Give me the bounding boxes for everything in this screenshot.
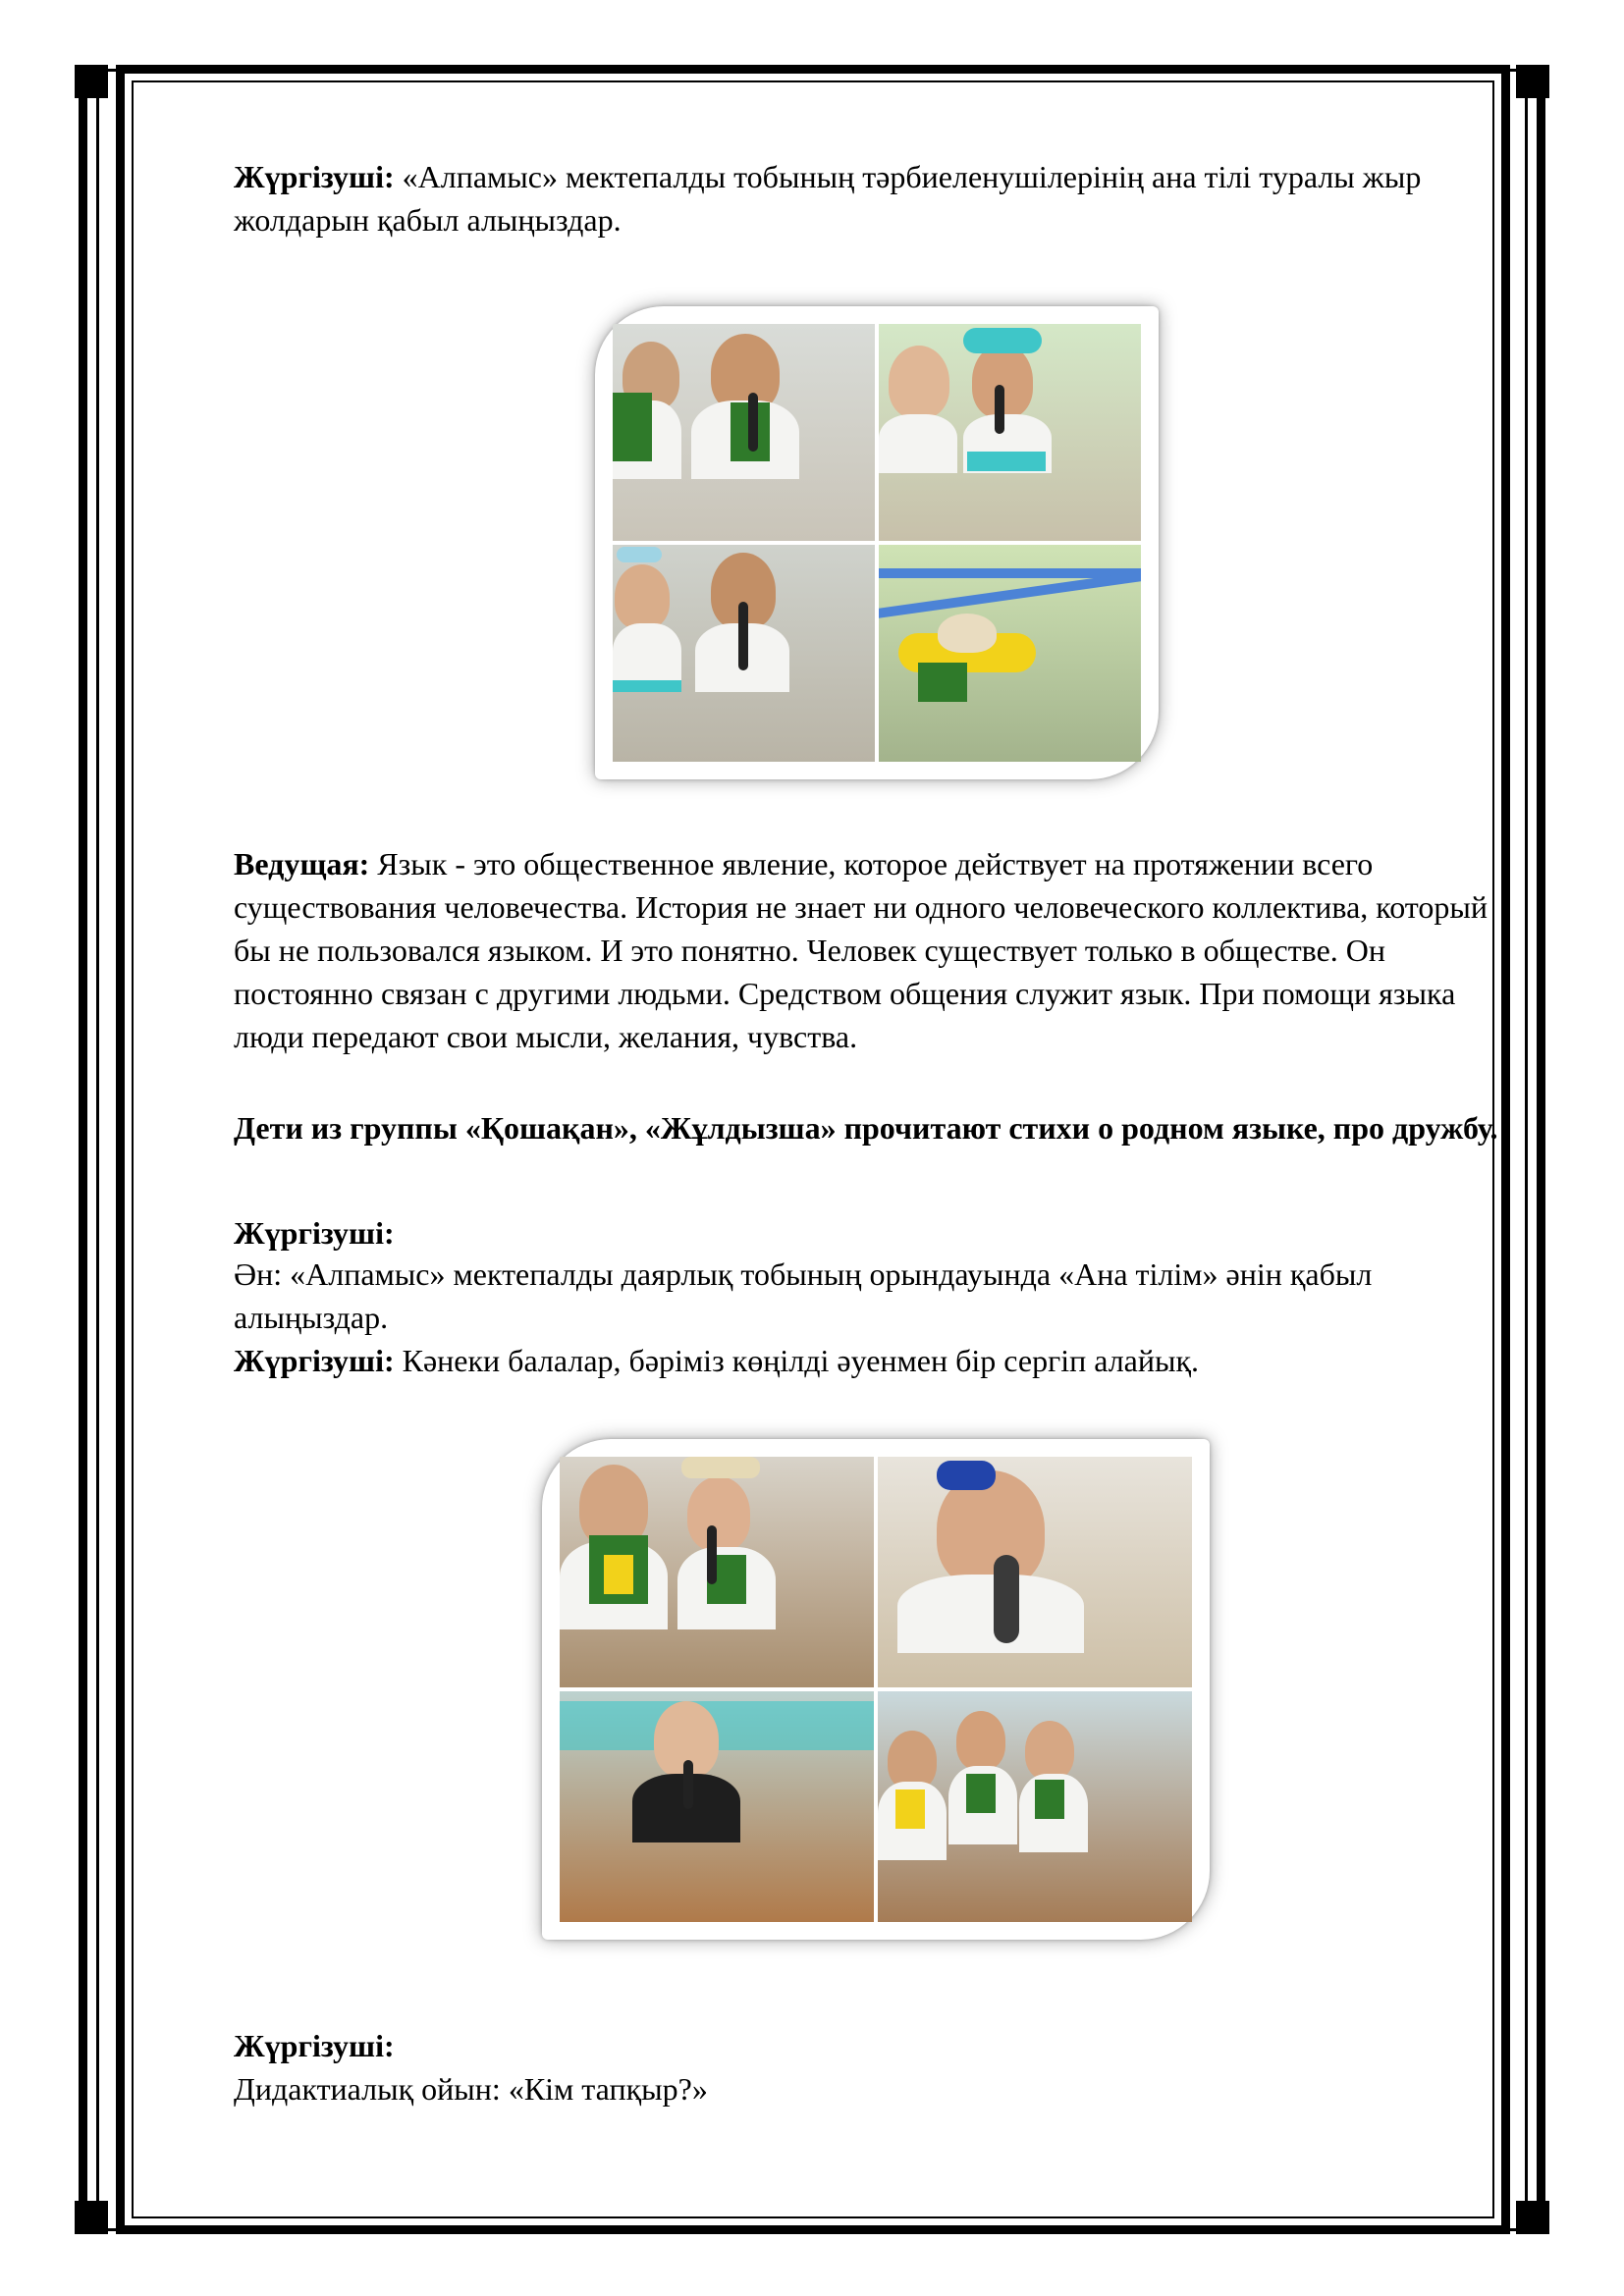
photo-boy-in-vest — [560, 1691, 874, 1922]
border-corner-top-left — [75, 65, 108, 98]
border-corner-bottom-right — [1516, 2201, 1549, 2234]
photo-collage-1 — [595, 306, 1159, 779]
paragraph-host-label — [234, 1211, 1510, 1255]
photo-boy-and-girl-singing — [560, 1457, 874, 1687]
speaker-label: Жүргізуші: — [234, 1343, 395, 1378]
paragraph-host-label-2 — [234, 2024, 1510, 2067]
photo-children-dancing — [879, 545, 1141, 762]
photo-boy-singing — [613, 545, 875, 762]
speaker-label: Ведущая: — [234, 846, 370, 881]
photo-children-group — [878, 1691, 1192, 1922]
paragraph-text: Язык - это общественное явление, которое действует на протяжении всего существования человечества. История не знает ни одного человеческого коллектива, который бы не пользовался языком. И это понятно. Человек существует только в обществе. Он постоянно связан с другими людьми. Средством общения служит язык. При помощи языка люди передают свои мысли, желания, чувства. — [234, 846, 1488, 1054]
border-corner-bottom-left — [75, 2201, 108, 2234]
paragraph-intro — [234, 155, 1510, 241]
border-corner-top-right — [1516, 65, 1549, 98]
photo-girl-with-bows — [879, 324, 1141, 541]
border-side-right-thin — [1525, 98, 1528, 2201]
speaker-label: Жүргізуші: — [234, 1215, 395, 1251]
paragraph-music — [234, 1339, 1510, 1382]
border-side-top-thin — [108, 69, 1516, 72]
speaker-label: Жүргізуші: — [234, 159, 395, 194]
border-side-bottom-thin — [108, 2228, 1516, 2231]
border-side-right — [1537, 98, 1545, 2201]
paragraph-text: Кәнеки балалар, бәріміз көңілді әуенмен бір сергіп алайық. — [394, 1343, 1200, 1378]
speaker-label: Жүргізуші: — [234, 2028, 395, 2063]
paragraph-game: Дидактиалық ойын: «Кім тапқыр?» — [234, 2071, 708, 2107]
paragraph-children-poems: Дети из группы «Қошақан», «Жұлдызша» прочитают стихи о родном языке, про дружбу. — [234, 1110, 1498, 1146]
photo-children-with-microphone — [613, 324, 875, 541]
paragraph-text: «Алпамыс» мектепалды тобының тәрбиеленушілерінің ана тілі туралы жыр жолдарын қабыл алыңыздар. — [234, 159, 1422, 238]
border-side-left — [79, 98, 87, 2201]
photo-girl-with-microphone — [878, 1457, 1192, 1687]
photo-collage-2 — [542, 1439, 1210, 1940]
border-side-left-thin — [96, 98, 99, 2201]
paragraph-song: Ән: «Алпамыс» мектепалды даярлық тобының орындауында «Ана тілім» әнін қабыл алыңыздар. — [234, 1256, 1373, 1335]
paragraph-language — [234, 842, 1510, 1058]
